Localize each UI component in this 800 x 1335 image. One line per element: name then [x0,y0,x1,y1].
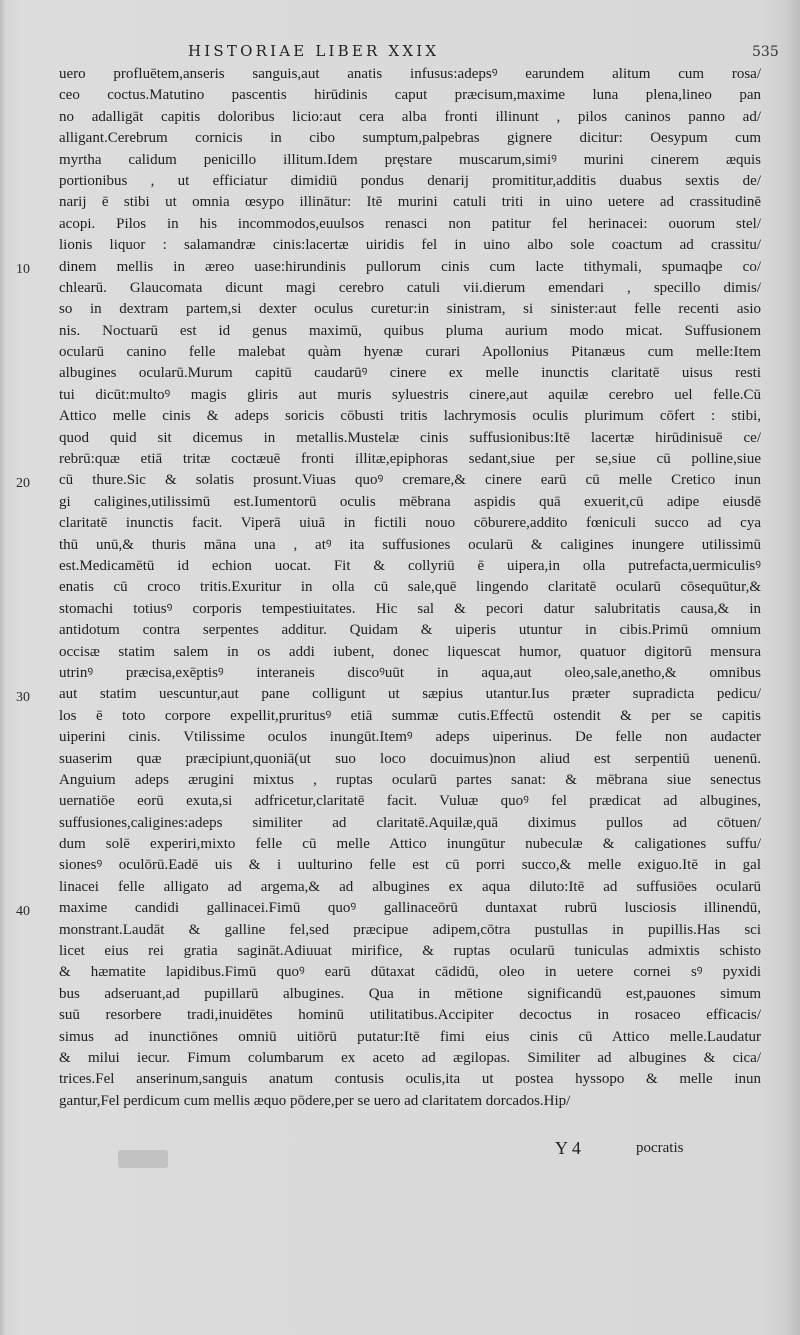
text-line: portionibus , ut efficiatur dimidiū pondus denarij promititur,additis duabus sextis de/ [59,172,761,189]
margin-number: 10 [16,262,30,277]
text-line: Attico melle cinis & adeps soricis cōbusti tritis lachrymosis oculis plurimum cōfert : stibi, [59,408,761,425]
text-line: bus adseruant,ad pupillarū albugines. Qua in mētione significandū est,pauones simum [59,985,761,1002]
text-line: no adalligāt capitis doloribus licio:aut cera alba fronti illinunt , pilos caninos panno ad/ [59,108,761,125]
folio-number: 535 [752,44,779,60]
text-line: suaserim quæ præcipiunt,quoniā(ut suo loco docuimus)non aliud est serpentiū uenenū. [59,750,761,767]
text-line: gantur,Fel perdicum cum mellis æquo pōdere,per se uero ad claritatem dorcados.Hip/ [59,1092,571,1109]
text-line: thū unū,& thuris māna una , atꝰ ita suffusiones ocularū & caligines inungere utilissimū [59,536,761,553]
text-line: los ē toto corpore expellit,pruritusꝰ etiā summæ cutis.Effectū ostendit & per se capitis [59,707,761,724]
text-line: tui dicūt:multoꝰ magis gliris aut muris syluestris cinere,aut aquilæ cerebro uel felle.Cū [59,386,761,403]
text-line: stomachi totiusꝰ corporis tempestiuitates. Hic sal & pecori datur salubritatis causa,& in [59,600,761,617]
text-line: quod quid sit dicemus in metallis.Mustelæ cinis suffusionibus:Itē lacertæ hirūdinisuē ce/ [59,429,761,446]
text-line: antidotum contra serpentes additur. Quidam & uiperis utuntur in cibis.Primū omnium [59,622,761,639]
text-line: narij ē stibi ut omnia œsypo illinātur: Itē murini catuli triti in uino uetere ad crassitudinē [59,194,761,211]
page-footer [0,1138,800,1168]
text-line: rebrū:quæ etiā tritæ coctæuē fronti illitæ,epiphoras sedant,siue per se,siue cū polline,siue [59,451,761,468]
text-line: linacei felle alligato ad argema,& ad albugines ex aqua diluto:Itē ad suffusiōes ocularū [59,878,761,895]
margin-number: 20 [16,476,30,491]
text-line: uernatiōe eorū exuta,si adfricetur,claritatē facit. Vuluæ quoꝰ fel prædicat ad albugines, [59,793,761,810]
margin-number: 40 [16,904,30,919]
text-line: acopi. Pilos in his incommodos,euulsos renasci non patitur fel herinacei: ouorum stel/ [59,215,761,232]
text-line: aut statim uescuntur,aut pane colligunt ut sæpius utantur.Ius præter supradicta pedicu/ [59,686,761,703]
text-line: suffusiones,caligines:adeps similiter ad claritatē.Aquilæ,quā diximus pullos ad cōtuen/ [59,814,761,831]
running-title: HISTORIAE LIBER XXIX [188,42,440,60]
text-line: chlearū. Glaucomata dicunt magi cerebro catuli vii.dierum emendari , specillo dimis/ [59,279,761,296]
text-line: suū resorbere tradi,inuidētes hominū utilitatibus.Accipiter decoctus in rosaceo efficacis/ [59,1007,761,1024]
text-line: uero profluētem,anseris sanguis,aut anatis infusus:adepsꝰ earundem alitum cum rosa/ [59,66,761,82]
text-line: dum solē experiri,mixto felle cū melle Attico inungūtur nubeculæ & caligationes suffu/ [59,836,761,853]
text-line: monstrant.Laudāt & galline fel,sed præcipue adipem,cōtra pustullas in pupillis.Has sci [59,921,761,938]
catchword: pocratis [636,1140,684,1156]
text-line: maxime candidi gallinacei.Fimū quoꝰ gallinaceōrū duntaxat rubrū lusciosis illinendū, [59,900,761,917]
text-line: ceo coctus.Matutino pascentis hirūdinis caput præcisum,maxime luna plena,lineo pan [59,87,761,104]
text-line: gi caligines,utilissimū est.Iumentorū oculis mēbrana aspidis quā exuerit,cū adipe eiusdē [59,493,761,510]
text-line: ocularū canino felle malebat quàm hyenæ curari Apollonius Pitanæus cum melle:Item [59,344,761,361]
text-line: dinem mellis in æreo uase:hirundinis pullorum cinis cum lacte tithymali, spumaqþe co/ [59,258,761,275]
text-line: myrtha calidum penicillo illitum.Idem pręstare muscarum,simiꝰ murini cinerem æquis [59,151,761,168]
text-line: uiperini cinis. Vtilissime oculos inungūt.Itemꝰ adeps uiperinus. De felle non audacter [59,729,761,746]
text-line: alligant.Cerebrum cornicis in cibo sumptum,palpebras gignere dicitur: Oesypum cum [59,130,761,147]
text-line: enatis cū croco tritis.Exuritur in olla cū sale,quē lingendo claritatē ocularū cōsequūtur,& [59,579,761,596]
text-line: utrinꝰ præcisa,exēptisꝰ interaneis discoꝰuūt in aqua,aut oleo,sale,anetho,& omnibus [59,664,761,681]
text-line: occisæ statim salem in os addi iubent, donec liquescat humor, quatuor digitorū mensura [59,643,761,660]
text-line: nis. Noctuarū est id genus maximū, quibus pluma aurium modo micat. Suffusionem [59,322,761,339]
text-line: & milui iecur. Fimum columbarum ex aceto ad ægilopas. Similiter ad albugines & cica/ [59,1049,761,1066]
text-line: trices.Fel anserinum,sanguis anatum contusis oculis,ita ut postea hyssopo & melle inun [59,1071,761,1088]
body-text [59,64,761,1112]
text-line: cū thure.Sic & solatis prosunt.Viuas quoꝰ cremare,& cinere earū cū melle Cretico inun [59,472,761,489]
text-line: albugines ocularū.Murum capitū caudarūꝰ cinere ex melle inunctis claritatē uisus resti [59,365,761,382]
text-line: lionis liquor : salamandræ cinis:lacertæ uiridis fel in uino albo sole coactum ad crassitu/ [59,237,761,254]
text-line: simus ad inunctiōnes omniū uitiōrū putatur:Itē fimi eius cinis cū Attico melle.Laudatur [59,1028,761,1045]
margin-number: 30 [16,690,30,705]
text-line: Anguium adeps ærugini mixtus , ruptas ocularū partes sanat: & mēbrana siue senectus [59,771,761,788]
signature-mark: Y 4 [555,1138,581,1158]
text-line: sionesꝰ oculōrū.Eadē uis & i uulturino felle est cū porri succo,& melle exiguo.Itē in gal [59,857,761,874]
text-line: est.Medicamētū id echion uocat. Fit & collyriū ē uipera,in olla putrefacta,uermiculisꝰ [59,557,761,574]
text-line: so in dextram partem,si dexter oculus curetur:in sinistram, si sinister:aut felle recenti asio [59,301,761,318]
text-line: & hæmatite lapidibus.Fimū quoꝰ earū dūtaxat cādidū, oleo in uetere cornei sꝰ pyxidi [59,964,761,981]
text-line: licet eius rei gratia sagināt.Adiuuat mirifice, & ruptas ocularū tuniculas admixtis schisto [59,943,761,960]
text-line: claritatē inunctis facit. Viperā uiuā in fictili nouo cōburere,addito fœniculi succo ad cya [59,515,761,532]
